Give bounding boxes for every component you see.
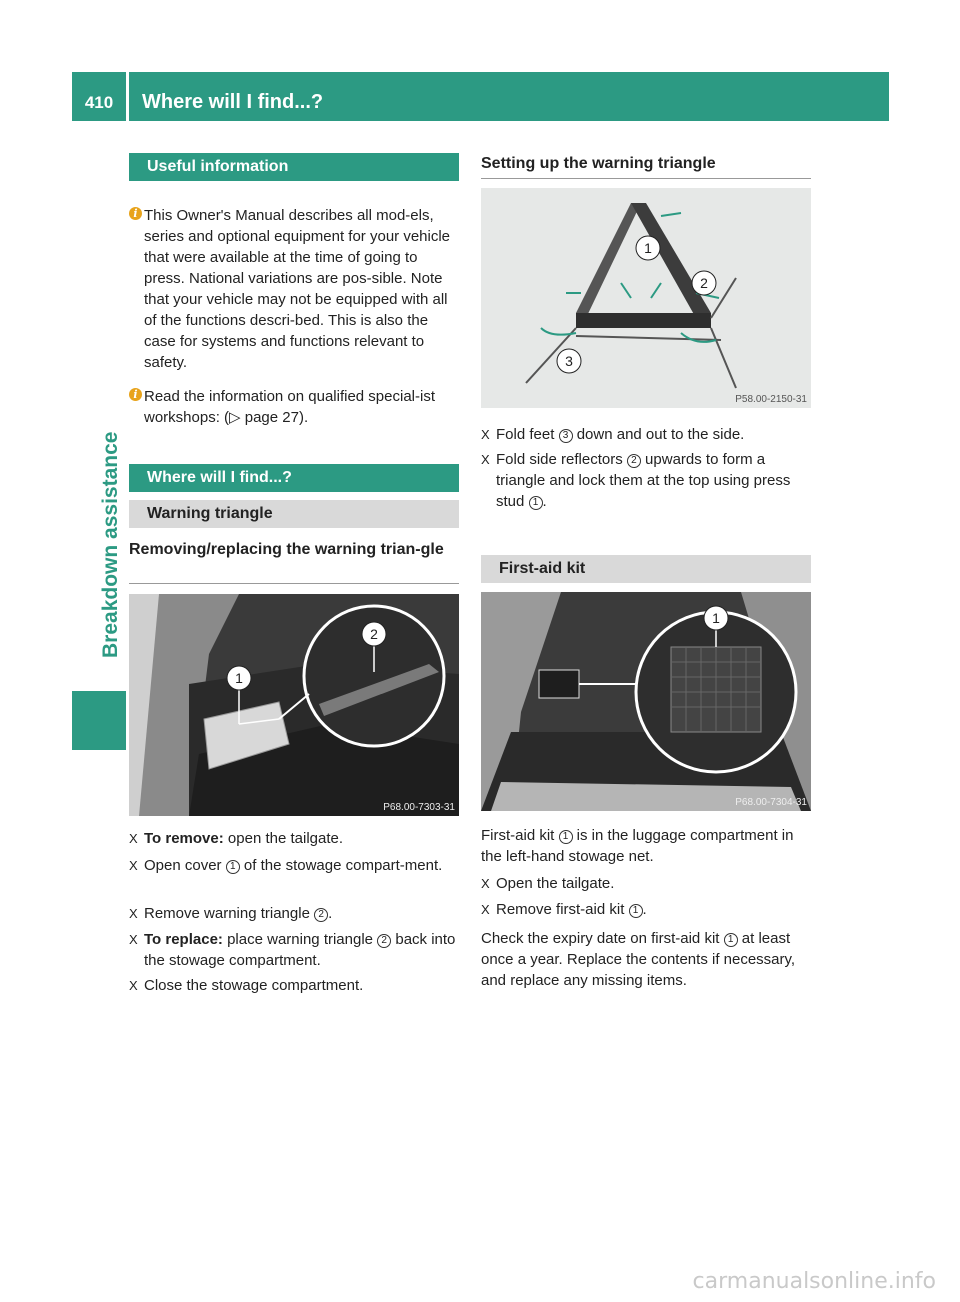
heading-rule — [481, 178, 811, 179]
callout-ref: 2 — [314, 908, 328, 922]
figure-code: P58.00-2150-31 — [735, 394, 807, 405]
callout-1 — [636, 236, 660, 260]
svg-text:2: 2 — [370, 626, 378, 642]
callout-ref: 1 — [724, 933, 738, 947]
step-marker: X — [481, 427, 490, 442]
step-marker: X — [129, 906, 138, 921]
chapter-tab — [72, 691, 126, 750]
step-marker: X — [129, 932, 138, 947]
trunk-figure — [129, 594, 459, 816]
step-item: X Close the stowage compartment. — [129, 977, 364, 994]
watermark: carmanualsonline.info — [692, 1269, 936, 1294]
useful-information-bar: Useful information — [129, 153, 459, 181]
callout-ref: 3 — [559, 429, 573, 443]
step-marker: X — [129, 858, 138, 873]
callout-ref: 2 — [627, 454, 641, 468]
figure-code: P68.00-7304-31 — [735, 797, 807, 808]
info-icon: i — [129, 207, 142, 220]
header-divider — [126, 72, 129, 121]
page-arrow-icon: ▷ — [229, 409, 241, 426]
callout-3 — [557, 349, 581, 373]
step-item: X Remove warning triangle 2 . — [129, 905, 333, 922]
page-reference-link[interactable]: page 27). — [240, 409, 309, 426]
step-item: X To replace: place warning triangle 2 back into the stowage compartment. — [129, 931, 456, 969]
step-marker: X — [481, 452, 490, 467]
section-bar: Where will I find...? — [129, 464, 459, 492]
warning-triangle-figure — [481, 188, 811, 408]
callout-2 — [362, 622, 386, 646]
svg-text:1: 1 — [712, 610, 720, 626]
trunk-illustration — [129, 594, 459, 816]
svg-text:1: 1 — [644, 240, 652, 256]
first-aid-location-text: First-aid kit 1 is in the luggage compartment in the left-hand stowage net. — [481, 827, 794, 865]
heading-rule — [129, 583, 459, 584]
step-marker: X — [129, 831, 138, 846]
first-aid-illustration — [481, 592, 811, 811]
step-item: X Open cover 1 of the stowage compart-ment. — [129, 857, 443, 874]
triangle-illustration — [481, 188, 811, 408]
svg-text:3: 3 — [565, 353, 573, 369]
expiry-text: Check the expiry date on first-aid kit 1 at least once a year. Replace the contents if necessary, and replace any missing items. — [481, 930, 796, 989]
figure-code: P68.00-7303-31 — [383, 802, 455, 813]
callout-ref: 1 — [559, 830, 573, 844]
step-item: X Fold feet 3 down and out to the side. — [481, 426, 745, 443]
step-item: X Remove first-aid kit 1 . — [481, 901, 647, 918]
step-marker: X — [129, 978, 138, 993]
info-note-1: i This Owner's Manual describes all mod-els, series and optional equipment for your vehicle that were available at the time of going to press. National variations are pos-sible. Note that your vehicle may not be equipped with all of the functions descri-bed. This is also the case for systems and functions relevant to safety. — [129, 205, 459, 373]
callout-ref: 1 — [529, 496, 543, 510]
setup-heading: Setting up the warning triangle — [481, 155, 716, 172]
callout-1 — [227, 666, 251, 690]
page-header — [72, 72, 889, 121]
info-icon: i — [129, 388, 142, 401]
chapter-sidebar — [72, 130, 126, 750]
chapter-label: Breakdown assistance — [99, 431, 122, 658]
callout-ref: 2 — [377, 934, 391, 948]
first-aid-bar: First-aid kit — [481, 555, 811, 583]
step-marker: X — [481, 902, 490, 917]
page-title: Where will I find...? — [142, 91, 324, 113]
first-aid-figure — [481, 592, 811, 811]
step-marker: X — [481, 876, 490, 891]
svg-text:1: 1 — [235, 670, 243, 686]
callout-ref: 1 — [629, 904, 643, 918]
removing-heading: Removing/replacing the warning trian-gle — [129, 541, 444, 558]
page-number: 410 — [84, 93, 114, 112]
callout-2 — [692, 271, 716, 295]
callout-1 — [704, 606, 728, 630]
info-note-2: i Read the information on qualified special-ist workshops: (▷ page 27). — [129, 386, 459, 428]
callout-ref: 1 — [226, 860, 240, 874]
svg-text:2: 2 — [700, 275, 708, 291]
step-item: X Open the tailgate. — [481, 875, 615, 892]
subsection-bar: Warning triangle — [129, 500, 459, 528]
step-item: X To remove: open the tailgate. — [129, 830, 344, 847]
step-item: X Fold side reflectors 2 upwards to form a triangle and lock them at the top using press stud 1 . — [481, 451, 791, 510]
